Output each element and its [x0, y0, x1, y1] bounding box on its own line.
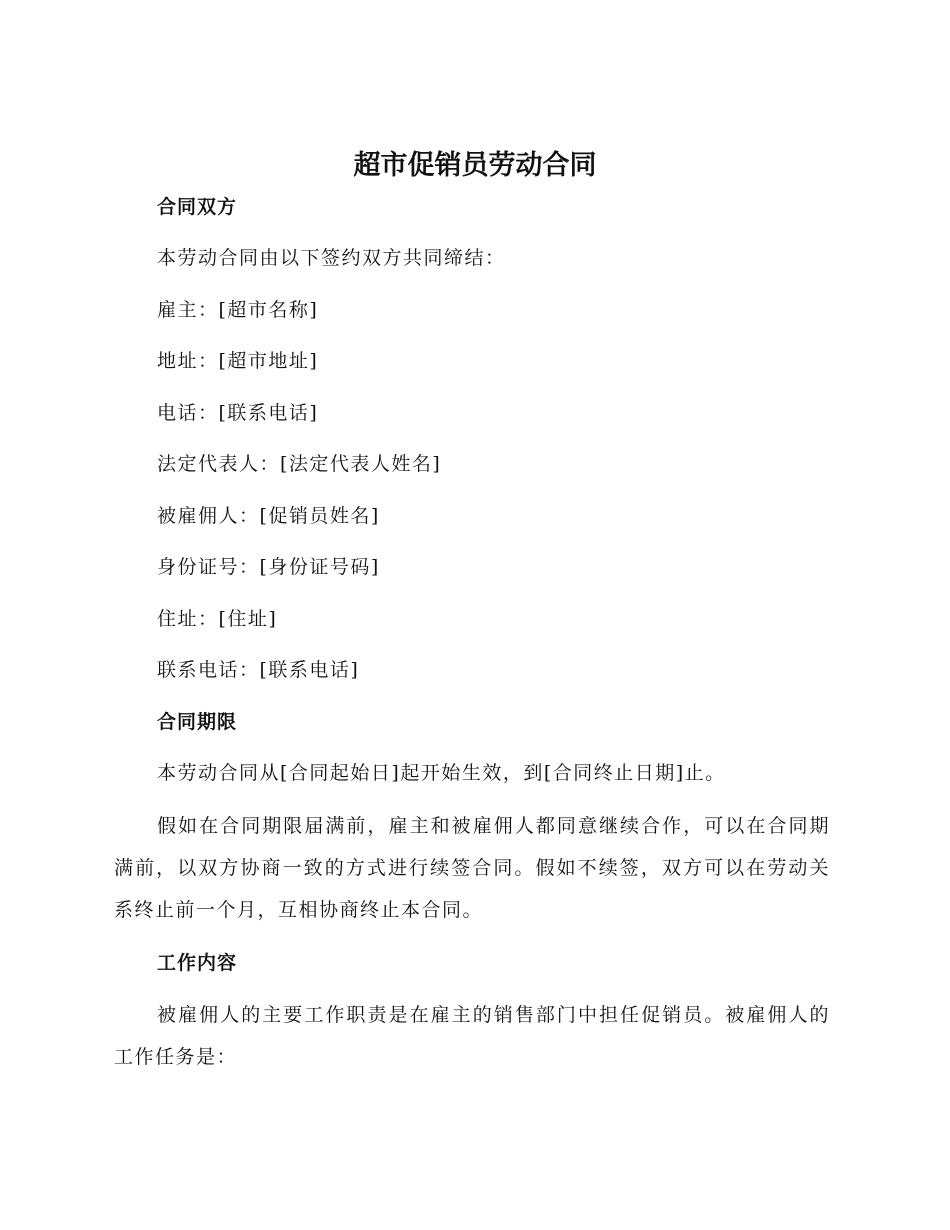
- phone-line: 电话：[联系电话]: [157, 402, 319, 424]
- employer-line: 雇主：[超市名称]: [157, 299, 319, 321]
- section-heading-term: 合同期限: [157, 711, 238, 733]
- address-line: 地址：[超市地址]: [157, 350, 319, 372]
- legal-rep-line: 法定代表人：[法定代表人姓名]: [157, 453, 442, 475]
- parties-intro: 本劳动合同由以下签约双方共同缔结：: [157, 247, 506, 269]
- id-number-line: 身份证号：[身份证号码]: [157, 556, 380, 578]
- residence-line: 住址：[住址]: [157, 608, 278, 630]
- section-heading-parties: 合同双方: [157, 196, 238, 218]
- employee-line: 被雇佣人：[促销员姓名]: [157, 505, 380, 527]
- term-line-1: 本劳动合同从[合同起始日]起开始生效，到[合同终止日期]止。: [157, 762, 726, 784]
- document-title: 超市促销员劳动合同: [353, 150, 597, 181]
- section-heading-work: 工作内容: [157, 952, 238, 974]
- employee-phone-line: 联系电话：[联系电话]: [157, 659, 360, 681]
- work-paragraph-1: 被雇佣人的主要工作职责是在雇主的销售部门中担任促销员。被雇佣人的工作任务是：: [114, 1004, 830, 1068]
- term-paragraph-2: 假如在合同期限届满前，雇主和被雇佣人都同意继续合作，可以在合同期满前，以双方协商一致的方式进行续签合同。假如不续签，双方可以在劳动关系终止前一个月，互相协商终止本合同。: [114, 815, 830, 921]
